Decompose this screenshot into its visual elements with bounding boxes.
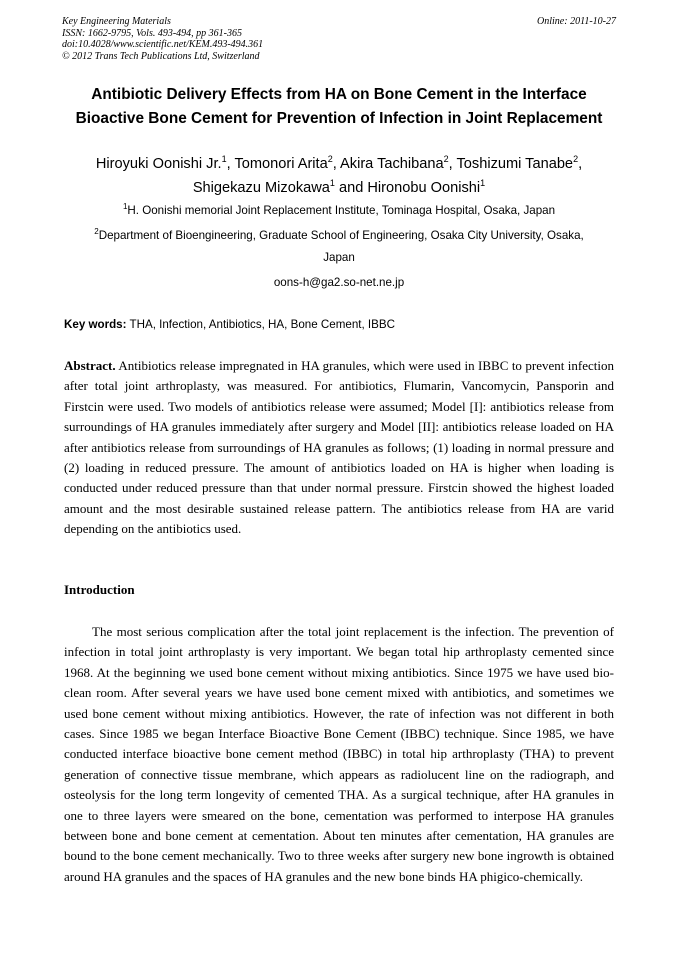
introduction-paragraph: The most serious complication after the total joint replacement is the infection. The prevention of infection in total joint arthroplasty is very important. We began total hip arthroplasty cemented since 1968. At the beginning we used bone cement without mixing antibiotics. Since 1975 we have used bio-clean room. After several years we have used bone cement mixed with antibiotics, and sometimes we used bone cement without mixing antibiotics. However, the rate of infection was not different in both cases. Since 1985 we began Interface Bioactive Bone Cement (IBBC) technique. Since 1985, we have conducted interface bioactive bone cement method (IBBC) in total hip arthroplasty (THA) to prevent generation of connective tissue membrane, which appears as radiolucent line on the radiograph, and osteolysis for the long term longevity of cemented THA. As a surgical technique, after HA granules in one to three layers were smeared on the bone, cementation was performed to interpose HA granules between bone and bone cement at cementation. About ten minutes after cementation, HA granules are bound to the bone cement mechanically. Two to three weeks after surgery new bone ingrowth is obtained around HA granules and the spaces of HA granules and the new bone binds HA phigico-chemically. bbox=[64, 624, 614, 884]
keywords-text: THA, Infection, Antibiotics, HA, Bone Cement, IBBC bbox=[126, 318, 395, 331]
section-heading-introduction: Introduction bbox=[64, 582, 135, 597]
author-name: Hironobu Oonishi bbox=[367, 180, 481, 196]
online-date: Online: 2011-10-27 bbox=[537, 16, 616, 27]
author-affiliation-mark: 2 bbox=[327, 154, 333, 164]
author-list bbox=[40, 152, 638, 200]
keywords-label: Key words: bbox=[64, 318, 127, 331]
author-affiliation-mark: 1 bbox=[221, 154, 227, 164]
author-and: and bbox=[334, 180, 368, 196]
doi-line: doi:10.4028/www.scientific.net/KEM.493-494.361 bbox=[62, 39, 264, 51]
contact-email[interactable]: oons-h@ga2.so-net.ne.jp bbox=[273, 276, 405, 289]
affiliation-number: 1 bbox=[122, 202, 128, 211]
affiliation-number: 2 bbox=[94, 227, 99, 236]
paper-title bbox=[40, 83, 638, 131]
author-affiliation-mark: 1 bbox=[480, 178, 486, 188]
author-trailing-comma: , bbox=[578, 156, 583, 172]
author-name: Hiroyuki Oonishi Jr. bbox=[95, 156, 222, 172]
affiliation-2-country: Japan bbox=[323, 251, 355, 264]
author-separator: , bbox=[226, 156, 235, 172]
affiliation-text: Department of Bioengineering, Graduate School of Engineering, Osaka City University, Osaka, bbox=[98, 229, 584, 242]
author-affiliation-mark: 2 bbox=[443, 154, 449, 164]
affiliation-text: H. Oonishi memorial Joint Replacement Institute, Tominaga Hospital, Osaka, Japan bbox=[127, 204, 556, 217]
affiliation-1 bbox=[40, 204, 638, 218]
title-line-2: Bioactive Bone Cement for Prevention of Infection in Joint Replacement bbox=[75, 110, 603, 127]
journal-header bbox=[62, 16, 616, 62]
journal-name: Key Engineering Materials bbox=[62, 16, 171, 27]
keywords bbox=[64, 318, 624, 332]
author-separator: , bbox=[332, 156, 341, 172]
author-name: Tomonori Arita bbox=[234, 156, 328, 172]
author-name: Shigekazu Mizokawa bbox=[192, 180, 330, 196]
abstract-label: Abstract. bbox=[64, 358, 116, 373]
abstract bbox=[64, 356, 614, 540]
author-affiliation-mark: 2 bbox=[573, 154, 579, 164]
issn-line: ISSN: 1662-9795, Vols. 493-494, pp 361-365 bbox=[62, 27, 242, 39]
affiliation-2 bbox=[40, 229, 638, 243]
copyright-line: © 2012 Trans Tech Publications Ltd, Switzerland bbox=[62, 50, 260, 62]
title-line-1: Antibiotic Delivery Effects from HA on Bone Cement in the Interface bbox=[91, 86, 587, 103]
author-separator: , bbox=[448, 156, 457, 172]
author-row-2 bbox=[40, 176, 638, 200]
author-name: Akira Tachibana bbox=[340, 156, 444, 172]
author-affiliation-mark: 1 bbox=[329, 178, 335, 188]
author-name: Toshizumi Tanabe bbox=[456, 156, 574, 172]
author-row-1 bbox=[40, 152, 638, 176]
abstract-text: Antibiotics release impregnated in HA granules, which were used in IBBC to prevent infection after total joint arthroplasty, was measured. For antibiotics, Flumarin, Vancomycin, Pansporin and Firstcin were used. Two models of antibiotics release were assumed; Model [I]: antibiotics release from surroundings of HA granules immediately after surgery and Model [II]: antibiotics release loaded on HA after antibiotics release from surroundings of HA granules as follows; (1) loading in normal pressure and (2) loading in reduced pressure. The amount of antibiotics loaded on HA is higher when loading is conducted under reduced pressure than that under normal pressure. Firstcin showed the highest loaded amount and the most desirable sustained release pattern. The antibiotics release from HA are varid depending on the antibiotics used. bbox=[64, 358, 614, 537]
